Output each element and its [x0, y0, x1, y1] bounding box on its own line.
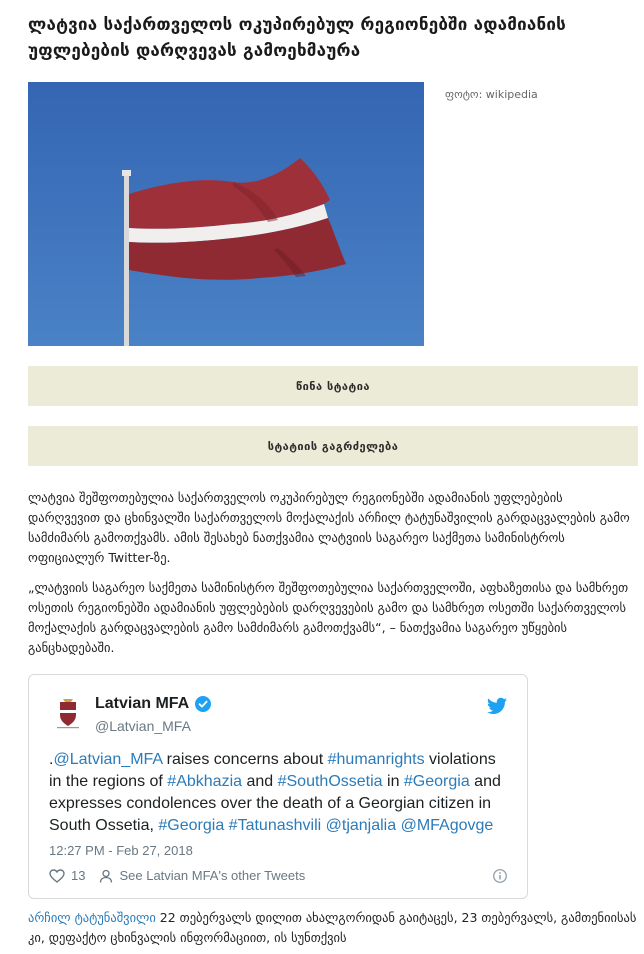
hashtag-link[interactable]: #humanrights	[327, 751, 425, 768]
person-icon[interactable]	[99, 869, 113, 883]
tweet-timestamp[interactable]: 12:27 PM - Feb 27, 2018	[49, 843, 193, 858]
tweet-author-name-text: Latvian MFA	[95, 695, 190, 712]
tweet-author-handle[interactable]: @Latvian_MFA	[95, 718, 191, 734]
other-tweets-link[interactable]: See Latvian MFA's other Tweets	[119, 868, 306, 883]
embedded-tweet[interactable]	[28, 674, 528, 899]
article-image	[28, 82, 424, 346]
hashtag-link[interactable]: #Abkhazia	[167, 773, 243, 790]
heart-icon[interactable]	[49, 869, 65, 883]
hashtag-link[interactable]: #Georgia	[403, 773, 470, 790]
article-paragraph-3	[28, 908, 638, 948]
hashtag-link[interactable]: #Tatunashvili	[228, 817, 322, 834]
latvian-mfa-avatar[interactable]	[49, 693, 87, 731]
hashtag-link[interactable]: #SouthOssetia	[277, 773, 383, 790]
twitter-bird-icon[interactable]	[487, 697, 507, 715]
photo-credit: ფოტო: wikipedia	[445, 88, 538, 101]
latvian-flag-image	[28, 82, 424, 346]
info-icon[interactable]	[493, 869, 507, 883]
mention-link[interactable]: @tjanjalia	[325, 817, 397, 834]
like-count[interactable]: 13	[71, 868, 86, 883]
tweet-actions	[49, 868, 305, 883]
continue-article-button[interactable]: სტატიის გაგრძელება	[28, 426, 638, 466]
verified-icon	[195, 696, 211, 712]
previous-article-button[interactable]: წინა სტატია	[28, 366, 638, 406]
tatunashvili-link[interactable]: არჩილ ტატუნაშვილი	[28, 910, 156, 925]
mention-link[interactable]: @Latvian_MFA	[53, 751, 163, 768]
article-paragraph-2: „ლატვიის საგარეო საქმეთა სამინისტრო შეშფოთებულია საქართველოში, აფხაზეთისა და სამხრეთ ოსეთის რეგიონებში ადამიანის უფლებების დარღვევების გამო და სამხრეთ ოსეთში საქართველოს მოქალაქის გარდაცვალების გამო სამძიმარს გამოთქვამს“, – ნათქვამია საგარეო უწყების განცხადებაში.	[28, 580, 629, 655]
tweet-text: .@Latvian_MFA raises concerns about #humanrights violations in the regions of #Abkhazia and #SouthOssetia in #Georgia and expresses condolences over the death of a Georgian citizen in South Ossetia, #Georgia #Tatunashvili @tjanjalia @MFAgovge	[49, 751, 501, 834]
article-paragraph-1: ლატვია შეშფოთებულია საქართველოს ოკუპირებულ რეგიონებში ადამიანის უფლებების დარღვევით და ცხინვალში საქართველოს მოქალაქის არჩილ ტატუნაშვილის გარდაცვალების გამო სამძიმარს გამოთქვამს. ამის შესახებ ნათქვამია ლატვიის საგარეო საქმეთა სამინისტროს ოფიციალურ Twitter-ზე.	[28, 490, 630, 565]
paragraph-3-text: 22 თებერვალს დილით ახალგორიდან გაიტაცეს, 23 თებერვალს, გამთენიისას კი, დეფაქტო ცხინვალის ინფორმაციით, ის სუნთქვის	[28, 910, 637, 945]
article-title: ლატვია საქართველოს ოკუპირებულ რეგიონებში ადამიანის უფლებების დარღვევას გამოეხმაურა	[28, 15, 566, 61]
tweet-author-name[interactable]	[95, 695, 211, 713]
mention-link[interactable]: @MFAgovge	[400, 817, 494, 834]
hashtag-link[interactable]: #Georgia	[158, 817, 225, 834]
